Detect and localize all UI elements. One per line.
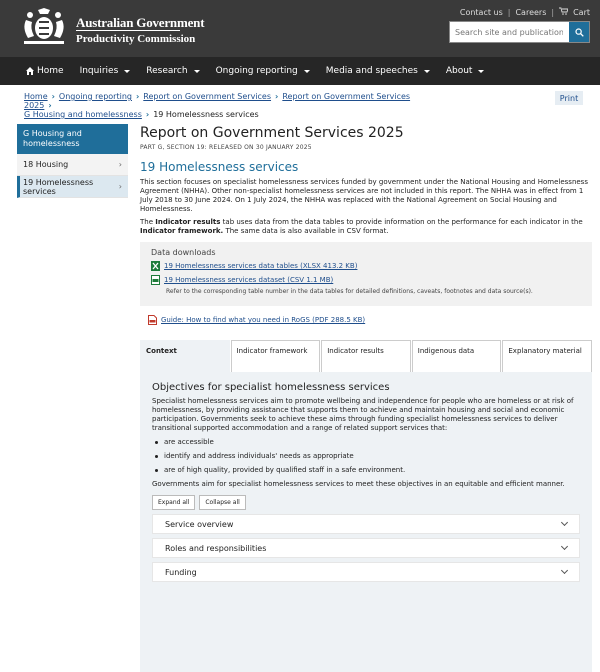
search-box bbox=[449, 21, 590, 43]
list-item: are accessible bbox=[152, 438, 580, 447]
excel-file-icon bbox=[151, 261, 160, 271]
objectives-paragraph: Specialist homelessness services aim to promote wellbeing and independence for people who are homeless or at risk of homelessness, by providing assistance that supports them to achieve and maintain housing and social and economic participation. Governments seek to achieve these aims through funding specialist homelessness services to deliver transitional supported accommodation and a range of related support services that: bbox=[152, 397, 574, 432]
search-icon bbox=[575, 28, 584, 37]
indicator-framework-term: Indicator framework. bbox=[140, 227, 224, 235]
download-xlsx bbox=[151, 261, 581, 271]
tab-indicator-results[interactable]: Indicator results bbox=[321, 340, 411, 372]
intro-paragraph: This section focuses on specialist homelessness services funded by government under the National Housing and Homelessness Agreement (NHHA). Other non-specialist homelessness services are not included in this report. The NHHA was in effect from 1 July 2018 to 30 June 2024. On 1 July 2024, the NHHA was replaced with the National Agreement on Social Housing and Homelessness. bbox=[140, 178, 588, 213]
expand-all-button[interactable]: Expand all bbox=[152, 495, 195, 510]
downloads-title: Data downloads bbox=[151, 248, 216, 257]
main-content bbox=[140, 124, 592, 672]
download-csv bbox=[151, 275, 581, 285]
link-separator: | bbox=[551, 7, 555, 17]
agency-name: Productivity Commission bbox=[76, 33, 196, 45]
nav-media-speeches[interactable] bbox=[318, 57, 438, 85]
chevron-right-icon: › bbox=[145, 110, 150, 119]
sidebar-item-housing[interactable] bbox=[17, 154, 128, 176]
collapse-all-button[interactable]: Collapse all bbox=[199, 495, 245, 510]
page-title: Report on Government Services 2025 bbox=[140, 125, 404, 141]
chevron-right-icon: › bbox=[118, 182, 122, 191]
chevron-down-icon bbox=[561, 519, 568, 526]
chevron-right-icon: › bbox=[118, 160, 122, 169]
breadcrumb bbox=[24, 92, 444, 119]
nav-ongoing-reporting-label: Ongoing reporting bbox=[215, 66, 298, 76]
guide-download bbox=[140, 315, 592, 325]
breadcrumb-home[interactable]: Home bbox=[24, 92, 48, 101]
download-csv-link[interactable]: 19 Homelessness services dataset (CSV 1.1 MB) bbox=[164, 276, 334, 284]
cart-link[interactable]: Cart bbox=[573, 7, 590, 17]
careers-link[interactable]: Careers bbox=[515, 7, 547, 17]
objectives-title: Objectives for specialist homelessness services bbox=[152, 382, 390, 393]
nav-inquiries-label: Inquiries bbox=[79, 66, 119, 76]
logo-divider bbox=[76, 30, 180, 31]
downloads-note: Refer to the corresponding table number in the data tables for detailed definitions, caveats, footnotes and data source(s). bbox=[166, 288, 533, 295]
chevron-down-icon bbox=[304, 70, 310, 73]
accordion-service-overview[interactable] bbox=[152, 514, 580, 534]
chevron-down-icon bbox=[194, 70, 200, 73]
site-header bbox=[0, 0, 600, 57]
nav-research[interactable] bbox=[138, 57, 207, 85]
tab-context[interactable]: Context bbox=[140, 340, 230, 372]
guide-link[interactable]: Guide: How to find what you need in RoGS (PDF 288.5 KB) bbox=[161, 316, 366, 324]
breadcrumb-current: 19 Homelessness services bbox=[153, 110, 259, 119]
chevron-right-icon: › bbox=[135, 92, 140, 101]
search-button[interactable] bbox=[569, 22, 589, 42]
print-button[interactable]: Print bbox=[555, 91, 583, 105]
section-title: 19 Homelessness services bbox=[140, 160, 299, 174]
accordion-controls bbox=[152, 495, 580, 510]
text-fragment: tab uses data from the data tables to provide information on the performance for each indicator in the bbox=[220, 218, 583, 226]
contact-us-link[interactable]: Contact us bbox=[459, 7, 503, 17]
utility-links bbox=[460, 7, 590, 17]
indicator-paragraph bbox=[140, 218, 592, 236]
nav-home[interactable] bbox=[18, 57, 72, 85]
chevron-right-icon: › bbox=[48, 101, 52, 110]
sidebar-item-label: 19 Homelessness services bbox=[23, 177, 94, 196]
chevron-down-icon bbox=[561, 543, 568, 550]
sidebar-item-label: 18 Housing bbox=[23, 160, 69, 169]
chevron-right-icon: › bbox=[51, 92, 55, 101]
list-item: identify and address individuals' needs as appropriate bbox=[152, 452, 580, 461]
tab-explanatory-material[interactable]: Explanatory material bbox=[502, 340, 592, 372]
accordion-label: Roles and responsibilities bbox=[165, 543, 267, 553]
breadcrumb-rogs-2025[interactable]: Report on Government Services 2025 bbox=[24, 92, 411, 110]
pdf-file-icon bbox=[148, 315, 157, 325]
accordion-funding[interactable] bbox=[152, 562, 580, 582]
text-fragment: The same data is also available in CSV format. bbox=[223, 227, 389, 235]
nav-inquiries[interactable] bbox=[72, 57, 139, 85]
accordion-label: Funding bbox=[165, 567, 197, 577]
release-info: PART G, SECTION 19: RELEASED ON 30 JANUARY 2025 bbox=[140, 144, 312, 151]
nav-ongoing-reporting[interactable] bbox=[208, 57, 318, 85]
list-item: are of high quality, provided by qualified staff in a safe environment. bbox=[152, 466, 580, 475]
objectives-list bbox=[152, 438, 580, 475]
section-sidebar bbox=[17, 124, 128, 198]
link-separator: | bbox=[507, 7, 511, 17]
cart-icon[interactable] bbox=[559, 7, 568, 17]
sidebar-heading[interactable]: G Housing and homelessness bbox=[17, 124, 128, 154]
coat-of-arms-logo[interactable] bbox=[18, 8, 70, 48]
indicator-results-term: Indicator results bbox=[155, 218, 221, 226]
csv-file-icon bbox=[151, 275, 160, 285]
chevron-down-icon bbox=[424, 70, 430, 73]
equity-paragraph: Governments aim for specialist homelessness services to meet these objectives in an equitable and efficient manner. bbox=[152, 480, 565, 488]
context-panel bbox=[140, 372, 592, 672]
home-icon bbox=[26, 67, 34, 75]
chevron-down-icon bbox=[124, 70, 130, 73]
accordion-roles-responsibilities[interactable] bbox=[152, 538, 580, 558]
text-fragment: The bbox=[140, 218, 156, 226]
data-downloads-box bbox=[140, 242, 592, 306]
search-input[interactable] bbox=[450, 22, 568, 42]
breadcrumb-housing[interactable]: G Housing and homelessness bbox=[24, 110, 142, 119]
chevron-right-icon: › bbox=[275, 92, 279, 101]
government-name: Australian Government bbox=[76, 15, 205, 30]
download-xlsx-link[interactable]: 19 Homelessness services data tables (XLSX 413.2 KB) bbox=[164, 262, 358, 270]
tab-indicator-framework[interactable]: Indicator framework bbox=[231, 340, 321, 372]
nav-home-label: Home bbox=[37, 66, 64, 76]
content-tabs bbox=[140, 340, 592, 372]
main-navigation bbox=[0, 57, 600, 85]
nav-about-label: About bbox=[445, 66, 473, 76]
chevron-down-icon bbox=[561, 567, 568, 574]
sidebar-item-homelessness[interactable] bbox=[17, 176, 128, 198]
chevron-down-icon bbox=[478, 70, 484, 73]
tab-indigenous-data[interactable]: Indigenous data bbox=[412, 340, 502, 372]
breadcrumb-rogs[interactable]: Report on Government Services bbox=[143, 92, 272, 101]
breadcrumb-ongoing-reporting[interactable]: Ongoing reporting bbox=[58, 92, 132, 101]
nav-about[interactable] bbox=[438, 57, 493, 85]
nav-media-speeches-label: Media and speeches bbox=[325, 66, 418, 76]
nav-research-label: Research bbox=[146, 66, 188, 76]
accordion-label: Service overview bbox=[165, 519, 234, 529]
